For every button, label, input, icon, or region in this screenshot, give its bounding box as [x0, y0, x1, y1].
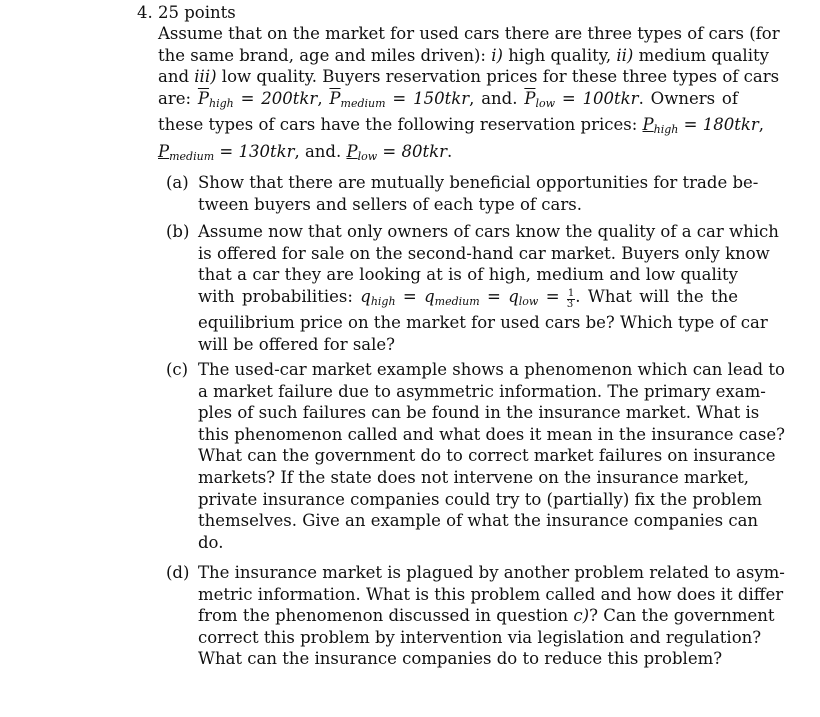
subquestion-line: The used-car market example shows a phenomenon which can lead to: [198, 360, 785, 379]
intro-line-3: and iii) low quality. Buyers reservation prices for these three types of cars: [158, 67, 780, 87]
subquestion-line: Assume now that only owners of cars know the quality of a car which: [198, 222, 779, 241]
subquestion-label: (a): [166, 173, 189, 192]
question-intro: [158, 23, 780, 168]
subquestion-b: [166, 221, 779, 356]
subquestion-line: do.: [198, 532, 224, 552]
subquestion-line: is offered for sale on the second-hand car market. Buyers only know: [198, 243, 770, 263]
subquestion-body: [198, 359, 785, 553]
subquestion-line: metric information. What is this problem called and how does it differ: [198, 584, 784, 604]
subquestion-line: themselves. Give an example of what the insurance companies can: [198, 511, 759, 531]
subquestion-line: The insurance market is plagued by another problem related to asym-: [198, 563, 785, 582]
subquestion-line: equilibrium price on the market for used cars be? Which type of car: [198, 313, 768, 333]
subquestion-line: markets? If the state does not intervene on the insurance market,: [198, 467, 750, 487]
subquestion-label: (c): [166, 360, 189, 379]
subquestion-body: [198, 562, 785, 670]
subquestion-line: What can the government do to correct market failures on insurance: [198, 446, 776, 466]
subquestion-line: from the phenomenon discussed in question c)? Can the government: [198, 606, 775, 626]
subquestion-c: [166, 359, 785, 553]
subquestion-body: [198, 221, 779, 356]
subquestion-line: that a car they are looking at is of high, medium and low quality: [198, 265, 738, 285]
subquestion-line: Show that there are mutually beneficial opportunities for trade be-: [198, 173, 759, 192]
one-third-fraction: $\frac{1}{3}$: [566, 287, 575, 310]
intro-line-1: Assume that on the market for used cars there are three types of cars (for: [158, 24, 780, 43]
subquestion-line: ples of such failures can be found in the insurance market. What is: [198, 403, 760, 423]
intro-line-5: these types of cars have the following reservation prices: $P_{high} = 180tkr$,: [158, 115, 764, 137]
subquestion-line: What can the insurance companies do to reduce this problem?: [198, 649, 723, 669]
subquestion-line: this phenomenon called and what does it mean in the insurance case?: [198, 424, 785, 444]
subquestion-line: will be offered for sale?: [198, 334, 396, 354]
intro-line-2: the same brand, age and miles driven): i) high quality, ii) medium quality: [158, 45, 769, 65]
subquestion-line: tween buyers and sellers of each type of cars.: [198, 194, 582, 214]
subquestion-a: [166, 172, 759, 215]
subquestion-line: private insurance companies could try to (partially) fix the problem: [198, 489, 762, 509]
subquestion-label: (d): [166, 563, 190, 582]
intro-line-4: are: $\overline{P}_{high} = 200tkr$, $\overline{P}_{medium} = 150tkr$, and. $\overline{P}_{low} = 100tkr$. Owners of: [158, 88, 738, 110]
subquestion-label: (b): [166, 222, 190, 241]
intro-line-6: $P_{medium} = 130tkr$, and. $P_{low} = 80tkr$.: [158, 141, 453, 163]
subquestion-line: a market failure due to asymmetric information. The primary exam-: [198, 381, 766, 401]
subquestion-line: correct this problem by intervention via legislation and regulation?: [198, 627, 762, 647]
subquestion-d: [166, 562, 785, 670]
question-heading: 4. 25 points: [137, 3, 236, 22]
subquestion-line-probabilities: with probabilities: $q_{high} = q_{medium} = q_{low}$ = $\frac{1}{3}$ . What will the the: [198, 286, 738, 310]
subquestion-body: [198, 172, 759, 215]
